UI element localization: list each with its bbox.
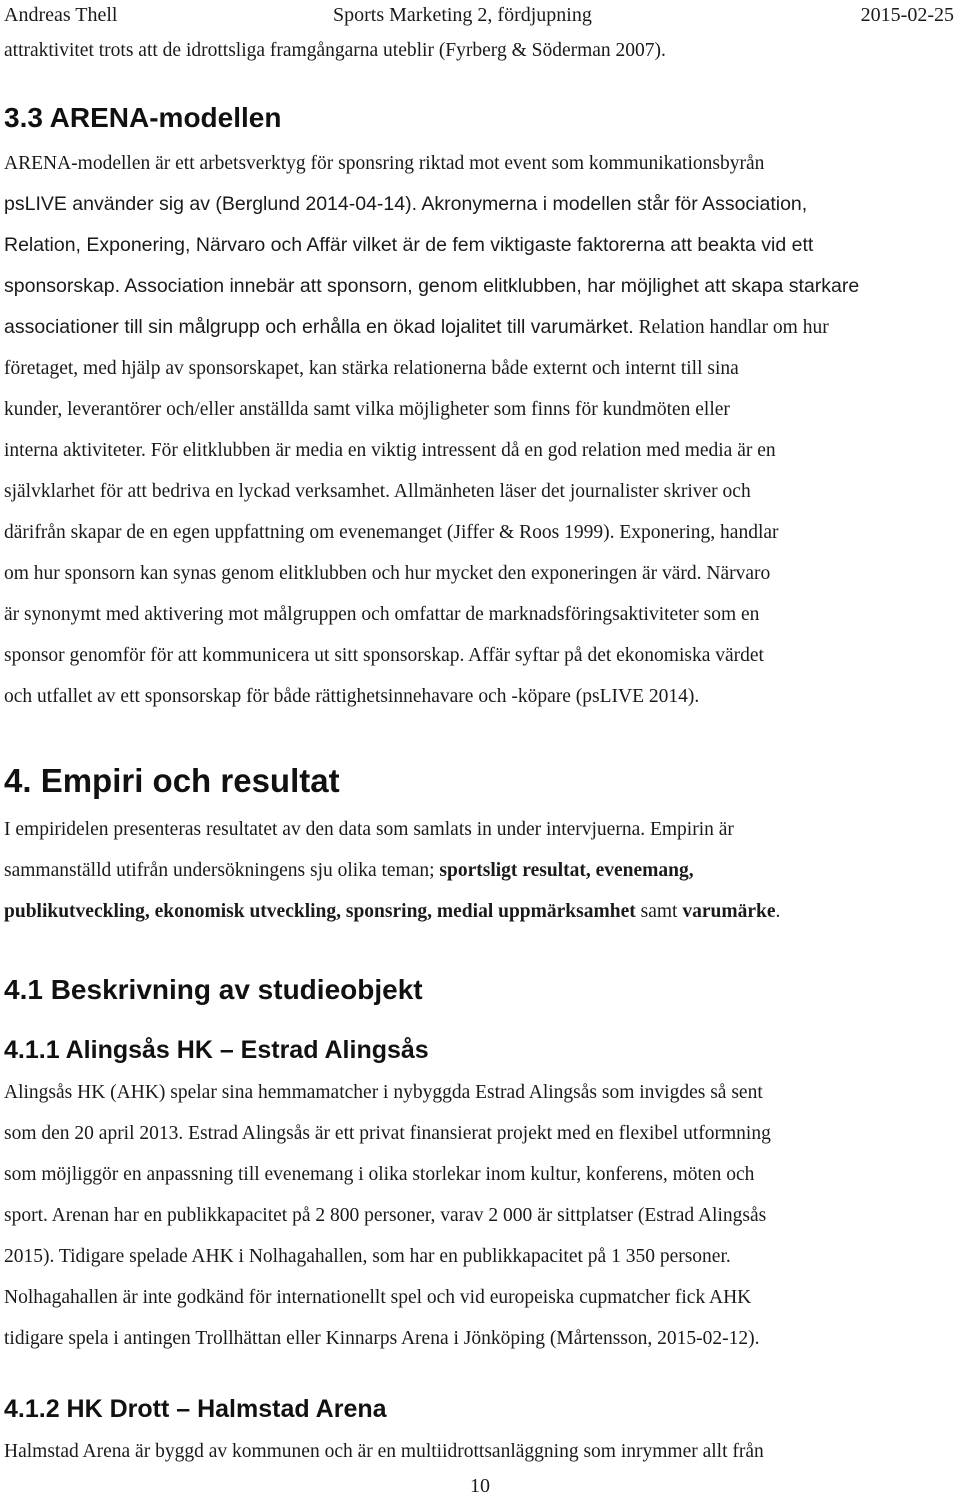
text-line: därifrån skapar de en egen uppfattning om evenemanget (Jiffer & Roos 1999). Exponering, handlar	[4, 522, 779, 543]
text-segment-bold: sportsligt resultat, evenemang,	[439, 860, 694, 881]
text-line: om hur sponsorn kan synas genom elitklubben och hur mycket den exponeringen är värd. Närvaro	[4, 563, 771, 584]
text-line: Halmstad Arena är byggd av kommunen och är en multiidrottsanläggning som inrymmer allt från	[4, 1441, 764, 1462]
text-line	[4, 307, 948, 348]
text-line: kunder, leverantörer och/eller anställda samt vilka möjligheter som finns för kundmöten eller	[4, 399, 730, 420]
text-line: företaget, med hjälp av sponsorskapet, kan stärka relationerna både externt och internt till sina	[4, 358, 739, 379]
section-4-1-2-paragraph	[4, 1431, 948, 1472]
text-segment: sammanställd utifrån undersökningens sju olika teman;	[4, 860, 440, 881]
text-segment-bold: varumärke	[682, 901, 776, 922]
text-line	[4, 850, 948, 891]
text-segment: .	[775, 901, 781, 922]
heading-3-3: 3.3 ARENA-modellen	[4, 102, 282, 133]
intro-line: attraktivitet trots att de idrottsliga framgångarna uteblir (Fyrberg & Söderman 2007).	[4, 40, 666, 61]
text-line: ARENA-modellen är ett arbetsverktyg för sponsring riktad mot event som kommunikationsbyrån	[4, 153, 765, 174]
text-line	[4, 184, 948, 225]
text-line: som den 20 april 2013. Estrad Alingsås är ett privat finansierat projekt med en flexibel utformning	[4, 1123, 771, 1144]
text-segment: associationer till sin målgrupp och erhålla en ökad lojalitet till varumärket.	[4, 316, 634, 338]
page-header	[4, 2, 954, 28]
text-line	[4, 430, 948, 471]
header-author: Andreas Thell	[4, 4, 118, 26]
text-line: och utfallet av ett sponsorskap för både rättighetsinnehavare och -köpare (psLIVE 2014).	[4, 686, 700, 707]
section-4-1-1-paragraph	[4, 1072, 948, 1359]
section-3-3-paragraph	[4, 143, 948, 717]
text-segment: För elitklubben är media en viktig intressent då en god relation med media är en	[145, 440, 776, 461]
heading-4-1: 4.1 Beskrivning av studieobjekt	[4, 974, 423, 1005]
text-segment: samt	[635, 901, 683, 922]
heading-4-1-1: 4.1.1 Alingsås HK – Estrad Alingsås	[4, 1036, 429, 1064]
text-line: är synonymt med aktivering mot målgruppen och omfattar de marknadsföringsaktiviteter som en	[4, 604, 760, 625]
text-line: Nolhagahallen är inte godkänd för internationellt spel och vid europeiska cupmatcher fick AHK	[4, 1287, 752, 1308]
text-line: som möjliggör en anpassning till evenemang i olika storlekar inom kultur, konferens, möten och	[4, 1164, 755, 1185]
text-line	[4, 471, 948, 512]
text-segment: Akronymerna i modellen står för Association,	[417, 193, 808, 215]
text-line: Alingsås HK (AHK) spelar sina hemmamatcher i nybyggda Estrad Alingsås som invigdes så sent	[4, 1082, 763, 1103]
text-line: I empiridelen presenteras resultatet av den data som samlats in under intervjuerna. Empirin är	[4, 819, 734, 840]
text-line: sport. Arenan har en publikkapacitet på 2 800 personer, varav 2 000 är sittplatser (Estrad Alingsås	[4, 1205, 767, 1226]
header-date: 2015-02-25	[860, 4, 954, 26]
text-segment: självklarhet för att bedriva en lyckad verksamhet.	[4, 481, 391, 502]
text-segment-bold: publikutveckling, ekonomisk utveckling, sponsring, medial uppmärksamhet	[4, 901, 636, 922]
section-4-paragraph	[4, 809, 948, 932]
heading-4: 4. Empiri och resultat	[4, 762, 340, 799]
text-segment: Allmänheten läser det journalister skriver och	[390, 481, 751, 502]
text-line: 2015). Tidigare spelade AHK i Nolhagahallen, som har en publikkapacitet på 1 350 personer.	[4, 1246, 731, 1267]
text-line: sponsor genomför för att kommunicera ut sitt sponsorskap. Affär syftar på det ekonomiska värdet	[4, 645, 764, 666]
text-line: Relation, Exponering, Närvaro och Affär vilket är de fem viktigaste faktorerna att beakta vid ett	[4, 234, 814, 256]
page-number: 10	[470, 1475, 490, 1497]
text-line: sponsorskap. Association innebär att sponsorn, genom elitklubben, har möjlighet att skapa starkare	[4, 275, 860, 297]
header-course: Sports Marketing 2, fördjupning	[333, 4, 592, 26]
text-line	[4, 891, 948, 932]
heading-4-1-2: 4.1.2 HK Drott – Halmstad Arena	[4, 1395, 387, 1423]
text-segment: Relation handlar om hur	[633, 317, 829, 338]
text-segment: psLIVE använder sig av (Berglund 2014-04-14).	[4, 193, 418, 215]
text-line: tidigare spela i antingen Trollhättan eller Kinnarps Arena i Jönköping (Mårtensson, 2015-02-12).	[4, 1328, 760, 1349]
text-segment: interna aktiviteter.	[4, 440, 146, 461]
